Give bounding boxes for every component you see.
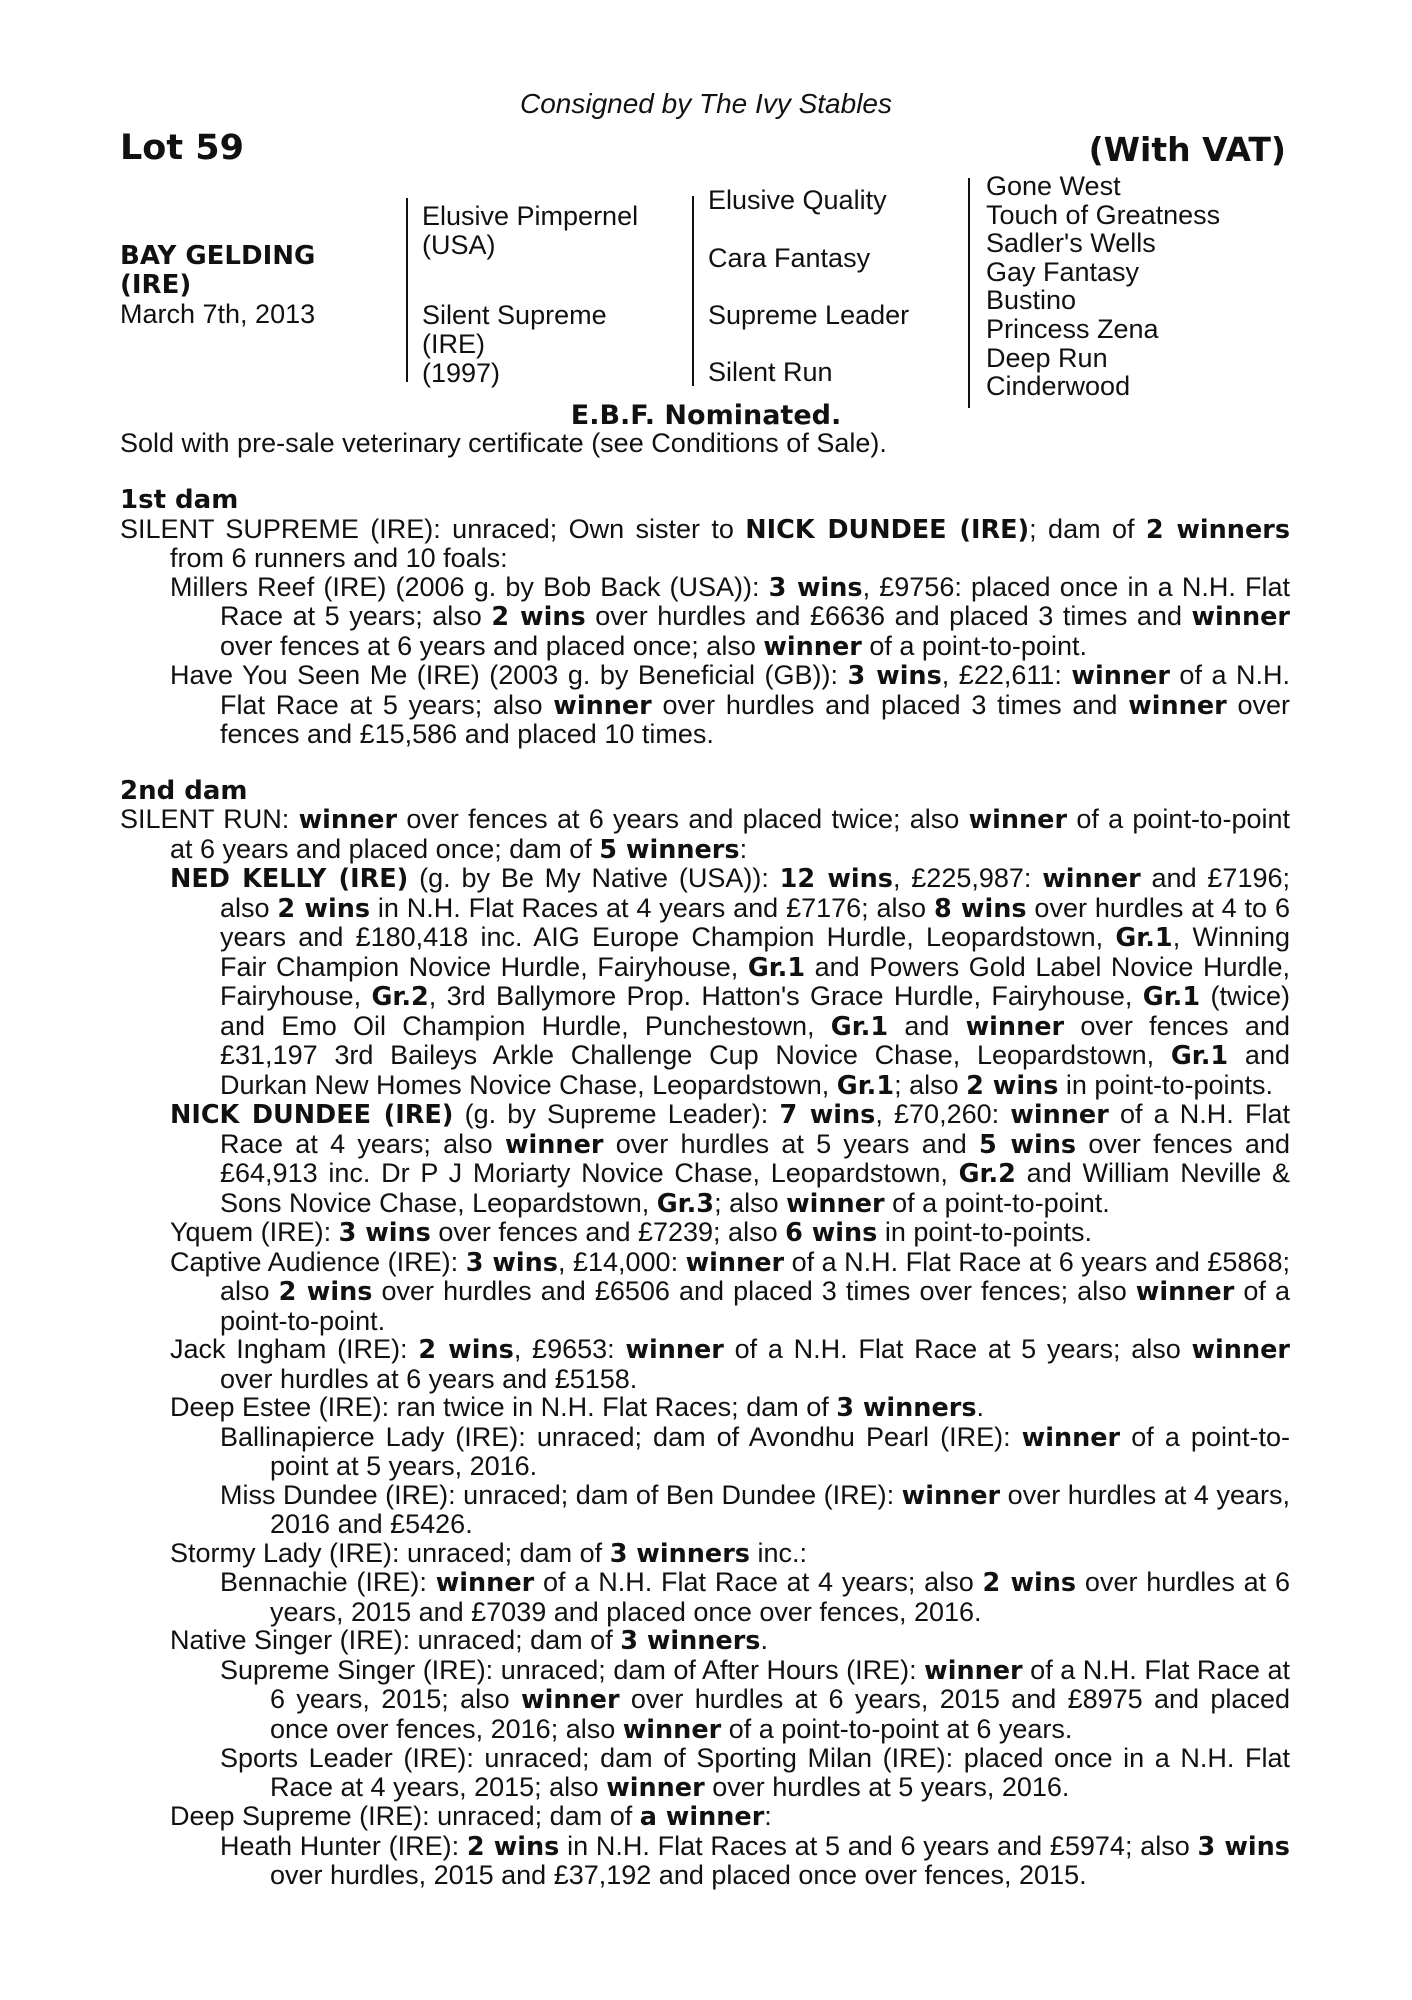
bold-text-segment: Gr.1 <box>1115 923 1173 953</box>
text-segment: , Winning Fair Champion Novice Hurdle, Fairyhouse, <box>220 922 1290 982</box>
text-segment: over hurdles at 4 to 6 years and £180,418 inc. AIG Europe Champion Hurdle, Leopardstown, <box>220 892 1290 952</box>
pedigree-entry <box>120 1626 1290 1656</box>
pedigree-dam <box>422 301 607 388</box>
bold-text-segment: 3 winners <box>836 1393 977 1423</box>
bold-text-segment: winner <box>298 805 398 835</box>
pedigree-entry <box>120 864 1290 1100</box>
text-segment: Miss Dundee (IRE): unraced; dam of Ben Dundee (IRE): <box>220 1479 902 1510</box>
gen3-name: Sadler's Wells <box>986 228 1156 259</box>
text-segment: , £9756: placed once in a N.H. Flat Race at 5 years; also <box>220 571 1290 631</box>
text-segment: over hurdles at 6 years, 2015 and £8975 and placed once over fences, 2016; also <box>270 1684 1290 1744</box>
bold-text-segment: Gr.2 <box>958 1159 1016 1189</box>
bold-text-segment: 3 wins <box>465 1247 558 1278</box>
bold-text-segment: 3 wins <box>338 1218 431 1248</box>
text-segment: SILENT RUN: <box>120 804 299 834</box>
pedigree-entry <box>120 661 1290 749</box>
bold-text-segment: 2 wins <box>277 893 371 924</box>
text-segment: from 6 runners and 10 foals: <box>170 543 508 573</box>
lot-number: Lot 59 <box>120 128 244 168</box>
pedigree-divider-3 <box>968 178 970 408</box>
text-segment: over hurdles and placed 3 times and <box>651 689 1129 720</box>
dam-country: (IRE) <box>422 329 485 359</box>
consigned-by: Consigned by The Ivy Stables <box>520 88 892 119</box>
bold-text-segment: 2 wins <box>966 1070 1059 1101</box>
pedigree-entry <box>120 573 1290 662</box>
bold-text-segment: winner <box>901 1480 1001 1511</box>
text-segment: of a point-to-point at 6 years. <box>721 1713 1073 1744</box>
bold-text-segment: 8 wins <box>933 893 1027 924</box>
text-segment: of a N.H. Flat Race at 6 years and £5868; also <box>220 1246 1290 1306</box>
text-segment: Sports Leader (IRE): unraced; dam of Sporting Milan (IRE): placed once in a N.H. Flat Race at 4 years, 2015; also <box>220 1743 1290 1802</box>
bold-text-segment: 2 wins <box>418 1335 514 1365</box>
pedigree-entry <box>120 1100 1290 1218</box>
text-segment: of a point-to-point at 5 years, 2016. <box>270 1421 1290 1481</box>
text-segment: . <box>760 1625 768 1655</box>
text-segment: inc.: <box>749 1537 807 1568</box>
text-segment: over hurdles at 5 years and <box>603 1128 980 1159</box>
text-segment: of a N.H. Flat Race at 6 years, 2015; also <box>270 1654 1290 1714</box>
gen3-name: Deep Run <box>986 342 1108 373</box>
dam-name: Silent Supreme <box>422 300 607 330</box>
vat-label: (With VAT) <box>1088 130 1286 169</box>
second-dam-heading: 2nd dam <box>120 775 248 806</box>
text-segment: over hurdles at 5 years, 2016. <box>704 1771 1070 1802</box>
pedigree-entry <box>120 1832 1290 1890</box>
pedigree-entry <box>120 1335 1290 1393</box>
text-segment: (twice) and Emo Oil Champion Hurdle, Punchestown, <box>220 981 1290 1041</box>
bold-text-segment: 2 wins <box>466 1831 560 1862</box>
pedigree-entry <box>120 1802 1290 1832</box>
pedigree-entry <box>120 1481 1290 1539</box>
bold-text-segment: winner <box>553 690 652 721</box>
text-segment: , £225,987: <box>892 863 1043 893</box>
text-segment: Deep Estee (IRE): ran twice in N.H. Flat Races; dam of <box>170 1392 837 1422</box>
bold-text-segment: Gr.1 <box>1142 982 1201 1012</box>
bold-text-segment: 5 wins <box>979 1129 1077 1160</box>
text-segment: ; also <box>894 1069 967 1100</box>
bold-text-segment: NICK DUNDEE (IRE) <box>745 514 1030 545</box>
pedigree-entry <box>120 1423 1290 1481</box>
foaling-date: March 7th, 2013 <box>120 299 316 329</box>
text-segment: Millers Reef (IRE) (2006 g. by Bob Back (USA)): <box>170 571 769 602</box>
bold-text-segment: winner <box>1191 602 1290 632</box>
gen3-name: Gone West <box>986 171 1121 201</box>
text-segment: over fences and £15,586 and placed 10 times. <box>220 689 1291 749</box>
bold-text-segment: winner <box>1021 1422 1121 1453</box>
text-segment: (g. by Supreme Leader): <box>453 1099 780 1129</box>
bold-text-segment: winner <box>1042 864 1141 894</box>
sire-country: (USA) <box>422 230 496 260</box>
bold-text-segment: Gr.1 <box>836 1070 895 1101</box>
text-segment: over hurdles at 4 years, 2016 and £5426. <box>270 1479 1290 1539</box>
text-segment: in point-to-points. <box>877 1217 1092 1247</box>
bold-text-segment: winner <box>521 1685 620 1715</box>
pedigree-third-generation <box>986 172 1220 401</box>
text-segment: and William Neville & Sons Novice Chase, Leopardstown, <box>220 1158 1291 1218</box>
first-dam-heading: 1st dam <box>120 485 239 515</box>
bold-text-segment: winner <box>1071 661 1170 691</box>
text-segment: Captive Audience (IRE): <box>170 1246 466 1277</box>
bold-text-segment: 2 winners <box>1145 514 1290 545</box>
dam-year: (1997) <box>422 358 501 388</box>
text-segment: ; dam of <box>1029 513 1146 544</box>
text-segment: and <box>888 1010 966 1041</box>
text-segment: over fences and £7239; also <box>430 1217 786 1247</box>
pedigree-entry <box>120 1393 1290 1423</box>
dam-sire: Supreme Leader <box>708 300 910 330</box>
text-segment: SILENT SUPREME (IRE): unraced; Own sister to <box>120 513 746 544</box>
pedigree-entry <box>120 805 1290 864</box>
horse-description-line2: (IRE) <box>120 270 192 300</box>
bold-text-segment: winner <box>504 1129 604 1160</box>
pedigree-sire <box>422 202 638 260</box>
bold-text-segment: NED KELLY (IRE) <box>170 864 409 894</box>
bold-text-segment: 2 wins <box>982 1568 1077 1598</box>
bold-text-segment: winner <box>968 805 1068 835</box>
bold-text-segment: 3 wins <box>847 661 942 691</box>
text-segment: and Powers Gold Label Novice Hurdle, Fairyhouse, <box>220 951 1290 1011</box>
text-segment: in point-to-points. <box>1058 1069 1274 1100</box>
ebf-nomination: E.B.F. Nominated. <box>570 400 842 431</box>
pedigree-entry <box>120 1539 1290 1569</box>
text-segment: over fences and £64,913 inc. Dr P J Moriarty Novice Chase, Leopardstown, <box>220 1128 1290 1188</box>
text-segment: over hurdles, 2015 and £37,192 and placed once over fences, 2015. <box>270 1860 1087 1890</box>
sire-dam: Cara Fantasy <box>708 243 871 273</box>
bold-text-segment: winner <box>606 1772 705 1803</box>
bold-text-segment: winner <box>1191 1335 1290 1365</box>
bold-text-segment: winner <box>965 1011 1065 1042</box>
sire-name: Elusive Pimpernel <box>422 201 639 231</box>
dam-dam: Silent Run <box>708 357 833 387</box>
bold-text-segment: winner <box>1128 690 1227 721</box>
pedigree-entry <box>120 1744 1290 1802</box>
pedigree-entry <box>120 1568 1290 1626</box>
text-segment: , £70,260: <box>875 1099 1011 1129</box>
bold-text-segment: a winner <box>639 1802 765 1832</box>
bold-text-segment: 6 wins <box>785 1218 878 1248</box>
bold-text-segment: winner <box>763 631 862 662</box>
text-segment: of a point-to-point. <box>884 1187 1110 1218</box>
bold-text-segment: winner <box>924 1655 1023 1686</box>
text-segment: in N.H. Flat Races at 4 years and £7176; also <box>370 892 934 923</box>
text-segment: Yquem (IRE): <box>170 1217 339 1247</box>
pedigree-entry <box>120 515 1290 573</box>
second-dam-entries <box>120 805 1290 1890</box>
text-segment: and £7196; also <box>220 863 1290 923</box>
bold-text-segment: 5 winners <box>599 834 740 865</box>
bold-text-segment: winner <box>1135 1277 1235 1307</box>
gen3-name: Bustino <box>986 285 1077 316</box>
text-segment: Ballinapierce Lady (IRE): unraced; dam of Avondhu Pearl (IRE): <box>220 1421 1022 1452</box>
bold-text-segment: winner <box>625 1335 724 1365</box>
pedigree-entry <box>120 1656 1290 1745</box>
text-segment: Jack Ingham (IRE): <box>170 1334 419 1364</box>
text-segment: over fences and £31,197 3rd Baileys Arkle Challenge Cup Novice Chase, Leopardstown, <box>220 1010 1290 1070</box>
bold-text-segment: 12 wins <box>779 864 893 894</box>
horse-description-line1: BAY GELDING <box>120 241 316 271</box>
text-segment: over hurdles and £6506 and placed 3 times over fences; also <box>372 1276 1136 1306</box>
bold-text-segment: 3 wins <box>1197 1831 1290 1862</box>
text-segment: . <box>976 1392 985 1422</box>
text-segment: of a point-to-point. <box>861 630 1087 661</box>
bold-text-segment: Gr.1 <box>747 952 806 983</box>
text-segment: Heath Hunter (IRE): <box>220 1830 467 1861</box>
text-segment: (g. by Be My Native (USA)): <box>408 863 780 893</box>
pedigree-divider-1 <box>406 198 408 382</box>
text-segment: , £22,611: <box>941 660 1072 690</box>
horse-description <box>120 242 315 300</box>
gen3-name: Cinderwood <box>986 371 1131 402</box>
text-segment: over fences at 6 years and placed once; also <box>220 630 764 661</box>
bold-text-segment: Gr.1 <box>1170 1041 1229 1071</box>
text-segment: : <box>764 1801 772 1831</box>
text-segment: over hurdles at 6 years, 2015 and £7039 and placed once over fences, 2016. <box>270 1567 1290 1627</box>
bold-text-segment: Gr.1 <box>830 1011 889 1042</box>
text-segment: of a N.H. Flat Race at 4 years; also <box>220 1099 1290 1159</box>
text-segment: Supreme Singer (IRE): unraced; dam of After Hours (IRE): <box>220 1654 925 1685</box>
bold-text-segment: NICK DUNDEE (IRE) <box>170 1100 454 1130</box>
bold-text-segment: 3 winners <box>620 1626 761 1656</box>
vet-certificate-note: Sold with pre-sale veterinary certificate (see Conditions of Sale). <box>120 428 887 458</box>
produce-record <box>120 486 1290 1890</box>
bold-text-segment: Gr.2 <box>371 982 429 1012</box>
text-segment: in N.H. Flat Races at 5 and 6 years and £5974; also <box>559 1830 1198 1861</box>
text-segment: over hurdles at 6 years and £5158. <box>220 1363 638 1394</box>
text-segment: ; also <box>714 1187 787 1218</box>
bold-text-segment: 2 wins <box>278 1277 373 1307</box>
gen3-name: Princess Zena <box>986 313 1159 344</box>
text-segment: , 3rd Ballymore Prop. Hatton's Grace Hurdle, Fairyhouse, <box>428 981 1143 1011</box>
text-segment: Have You Seen Me (IRE) (2003 g. by Beneficial (GB)): <box>170 660 848 690</box>
text-segment: Bennachie (IRE): <box>220 1567 436 1597</box>
bold-text-segment: winner <box>1010 1100 1109 1130</box>
text-segment: Stormy Lady (IRE): unraced; dam of <box>170 1537 610 1568</box>
text-segment: of a point-to-point at 6 years and placed once; dam of <box>170 804 1290 864</box>
bold-text-segment: winner <box>685 1247 785 1278</box>
text-segment: of a N.H. Flat Race at 5 years; also <box>723 1334 1192 1364</box>
first-dam-entries <box>120 515 1290 749</box>
text-segment: of a point-to-point. <box>220 1276 1290 1336</box>
pedigree-entry <box>120 1218 1290 1248</box>
bold-text-segment: winner <box>622 1714 722 1745</box>
gen3-name: Gay Fantasy <box>986 256 1140 287</box>
bold-text-segment: 2 wins <box>491 602 586 632</box>
bold-text-segment: Gr.3 <box>656 1188 715 1219</box>
text-segment: Deep Supreme (IRE): unraced; dam of <box>170 1801 640 1831</box>
text-segment: over fences at 6 years and placed twice; also <box>397 804 969 834</box>
gen3-name: Touch of Greatness <box>986 199 1221 230</box>
text-segment: : <box>739 833 748 864</box>
pedigree-entry <box>120 1248 1290 1336</box>
sire-sire: Elusive Quality <box>708 185 887 215</box>
text-segment: of a N.H. Flat Race at 4 years; also <box>534 1567 983 1597</box>
bold-text-segment: 7 wins <box>779 1100 876 1130</box>
text-segment: Native Singer (IRE): unraced; dam of <box>170 1625 621 1655</box>
text-segment: and Durkan New Homes Novice Chase, Leopardstown, <box>220 1040 1290 1100</box>
bold-text-segment: winner <box>435 1568 535 1598</box>
text-segment: over hurdles and £6636 and placed 3 times and <box>585 601 1192 631</box>
bold-text-segment: winner <box>786 1188 885 1219</box>
text-segment: , £9653: <box>513 1334 626 1364</box>
bold-text-segment: 3 wins <box>768 572 863 603</box>
bold-text-segment: 3 winners <box>609 1538 750 1569</box>
text-segment: of a N.H. Flat Race at 5 years; also <box>220 660 1290 720</box>
text-segment: , £14,000: <box>557 1246 686 1277</box>
pedigree-divider-2 <box>692 196 694 386</box>
